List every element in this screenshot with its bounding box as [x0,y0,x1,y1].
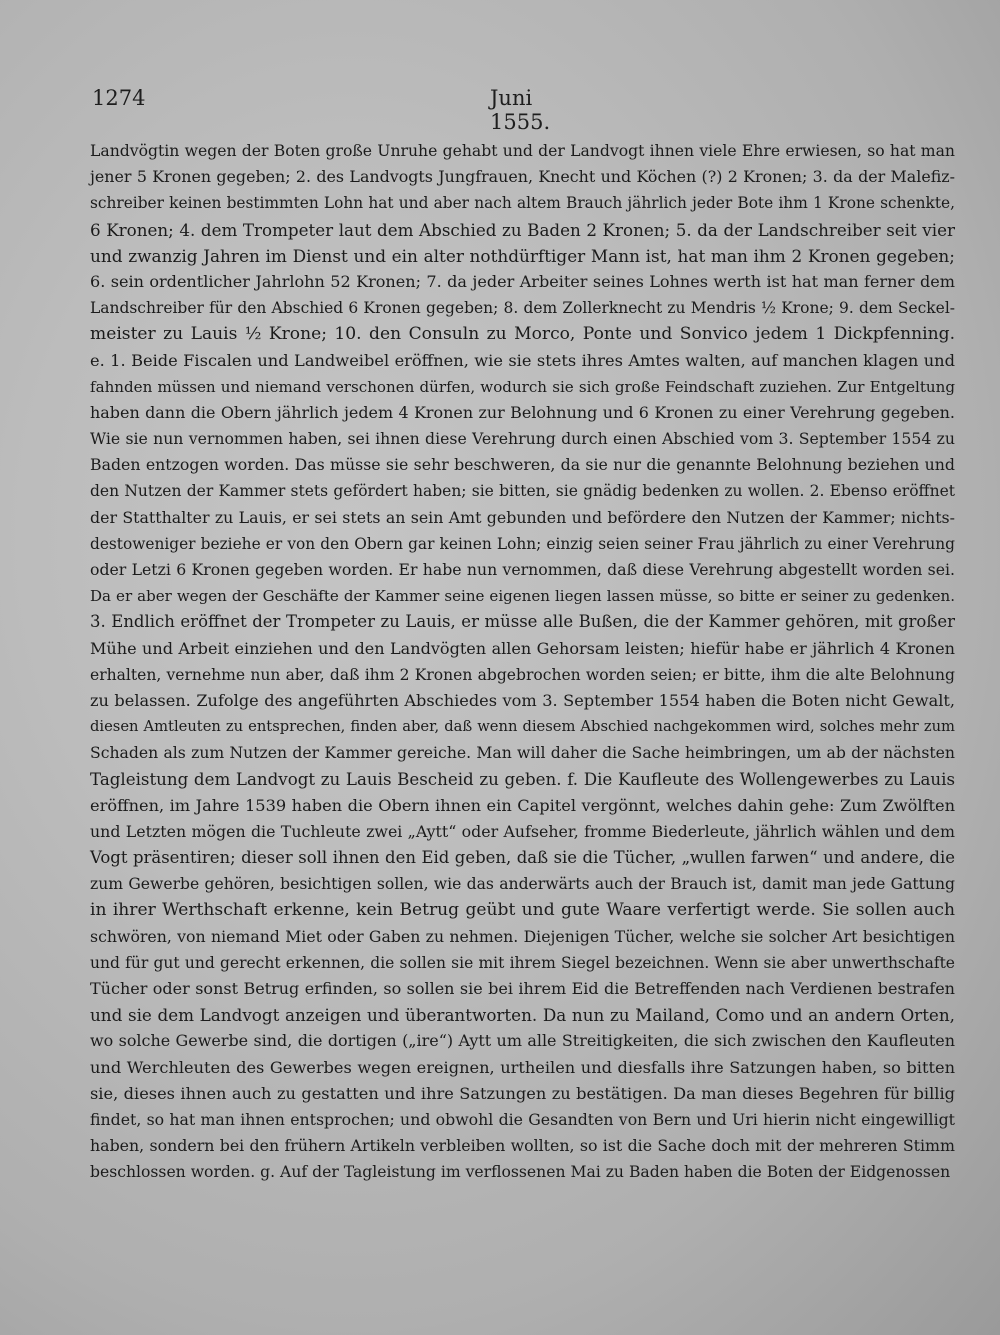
text-line: Landvögtin wegen der Boten große Unruhe gehabt und der Landvogt ihnen viele Ehre erwiesen, so hat man [90,141,955,160]
body-text [90,138,955,1186]
text-line: zu belassen. Zufolge des angeführten Abschiedes vom 3. September 1554 haben die Boten nicht Gewalt, [90,690,955,710]
text-line: zum Gewerbe gehören, besichtigen sollen, wie das anderwärts auch der Brauch ist, damit man jede Gattung [90,875,955,894]
text-line: den Nutzen der Kammer stets gefördert haben; sie bitten, sie gnädig bedenken zu wollen. 2. Ebenso eröffnet [90,482,955,501]
text-line: 3. Endlich eröffnet der Trompeter zu Lauis, er müsse alle Bußen, die der Kammer gehören, mit großer [90,612,955,632]
text-line: oder Letzi 6 Kronen gegeben worden. Er habe nun vernommen, daß diese Verehrung abgestellt worden sei. [90,560,955,579]
text-line: und Letzten mögen die Tuchleute zwei „Aytt“ oder Aufseher, fromme Biederleute, jährlich wählen und dem [90,821,955,841]
text-line: Baden entzogen worden. Das müsse sie sehr beschweren, da sie nur die genannte Belohnung beziehen und [90,455,955,475]
text-line: Tagleistung dem Landvogt zu Lauis Bescheid zu geben. f. Die Kaufleute des Wollengewerbes zu Lauis [90,769,955,789]
page-number: 1274 [92,86,146,110]
text-line: und sie dem Landvogt anzeigen und überantworten. Da nun zu Mailand, Como und an andern Orten, [90,1005,955,1026]
text-line: wo solche Gewerbe sind, die dortigen („ire“) Aytt um alle Streitigkeiten, die sich zwischen den Kaufleuten [90,1031,955,1051]
text-line: 6. sein ordentlicher Jahrlohn 52 Kronen; 7. da jeder Arbeiter seines Lohnes werth ist hat man ferner dem [90,271,955,291]
text-line: schreiber keinen bestimmten Lohn hat und aber nach altem Brauch jährlich jeder Bote ihm 1 Krone schenkte, [90,194,955,213]
text-line: beschlossen worden. g. Auf der Tagleistung im verflossenen Mai zu Baden haben die Boten der Eidgenossen [90,1163,951,1182]
text-line: in ihrer Werthschaft erkenne, kein Betrug geübt und gute Waare verfertigt werde. Sie sollen auch [90,900,955,921]
text-line: erhalten, vernehme nun aber, daß ihm 2 Kronen abgebrochen worden seien; er bitte, ihm die alte Belohnung [90,665,955,684]
text-line: destoweniger beziehe er von den Obern gar keinen Lohn; einzig seien seiner Frau jährlich zu einer Verehrung [90,534,955,553]
text-line: meister zu Lauis ½ Krone; 10. den Consuln zu Morco, Ponte und Sonvico jedem 1 Dickpfenning. [90,324,955,345]
text-line: diesen Amtleuten zu entsprechen, finden aber, daß wenn diesem Abschied nachgekommen wird, solches mehr zum [90,718,955,736]
text-line: Da er aber wegen der Geschäfte der Kammer seine eigenen liegen lassen müsse, so bitte er seiner zu gedenken. [90,587,955,606]
text-line: Landschreiber für den Abschied 6 Kronen gegeben; 8. dem Zollerknecht zu Mendris ½ Krone; 9. dem Seckel- [90,299,955,318]
text-line: fahnden müssen und niemand verschonen dürfen, wodurch sie sich große Feindschaft zuziehen. Zur Entgeltung [90,377,955,396]
text-line: Wie sie nun vernommen haben, sei ihnen diese Verehrung durch einen Abschied vom 3. September 1554 zu [90,429,955,449]
text-line: haben, sondern bei den frühern Artikeln verbleiben wollten, so ist die Sache doch mit der mehreren Stimm [90,1136,955,1156]
text-line: haben dann die Obern jährlich jedem 4 Kronen zur Belohnung und 6 Kronen zu einer Verehrung gegeben. [90,402,955,422]
text-line: eröffnen, im Jahre 1539 haben die Obern ihnen ein Capitel vergönnt, welches dahin gehe: Zum Zwölften [90,795,955,815]
text-line: Schaden als zum Nutzen der Kammer gereiche. Man will daher die Sache heimbringen, um ab der nächsten [90,743,955,763]
text-line: und für gut und gerecht erkennen, die sollen sie mit ihrem Siegel bezeichnen. Wenn sie aber unwerthschafte [90,953,955,972]
text-line: 6 Kronen; 4. dem Trompeter laut dem Abschied zu Baden 2 Kronen; 5. da der Landschreiber seit vier [90,219,955,240]
text-line: und Werchleuten des Gewerbes wegen ereignen, urtheilen und diesfalls ihre Satzungen haben, so bitten [90,1057,955,1077]
page-header [92,86,592,134]
text-line: e. 1. Beide Fiscalen und Landweibel eröffnen, wie sie stets ihres Amtes walten, auf manchen klagen und [90,350,955,370]
text-line: jener 5 Kronen gegeben; 2. des Landvogts Jungfrauen, Knecht und Köchen (?) 2 Kronen; 3. da der Malefiz- [90,167,955,187]
text-line: der Statthalter zu Lauis, er sei stets an sein Amt gebunden und befördere den Nutzen der Kammer; nichts- [90,507,955,527]
text-line: Vogt präsentiren; dieser soll ihnen den Eid geben, daß sie die Tücher, „wullen farwen“ und andere, die [90,848,955,868]
text-line: schwören, von niemand Miet oder Gaben zu nehmen. Diejenigen Tücher, welche sie solcher Art besichtigen [90,926,955,946]
text-line: Mühe und Arbeit einziehen und den Landvögten allen Gehorsam leisten; hiefür habe er jährlich 4 Kronen [90,638,955,658]
text-line: Tücher oder sonst Betrug erfinden, so sollen sie bei ihrem Eid die Betreffenden nach Verdienen bestrafen [90,979,955,998]
text-line: und zwanzig Jahren im Dienst und ein alter nothdürftiger Mann ist, hat man ihm 2 Kronen gegeben; [90,245,955,266]
text-line: sie, dieses ihnen auch zu gestatten und ihre Satzungen zu bestätigen. Da man dieses Begehren für billig [90,1083,955,1103]
text-line: findet, so hat man ihnen entsprochen; und obwohl die Gesandten von Bern und Uri hierin nicht eingewilligt [90,1109,955,1129]
running-head: Juni 1555. [490,86,551,134]
